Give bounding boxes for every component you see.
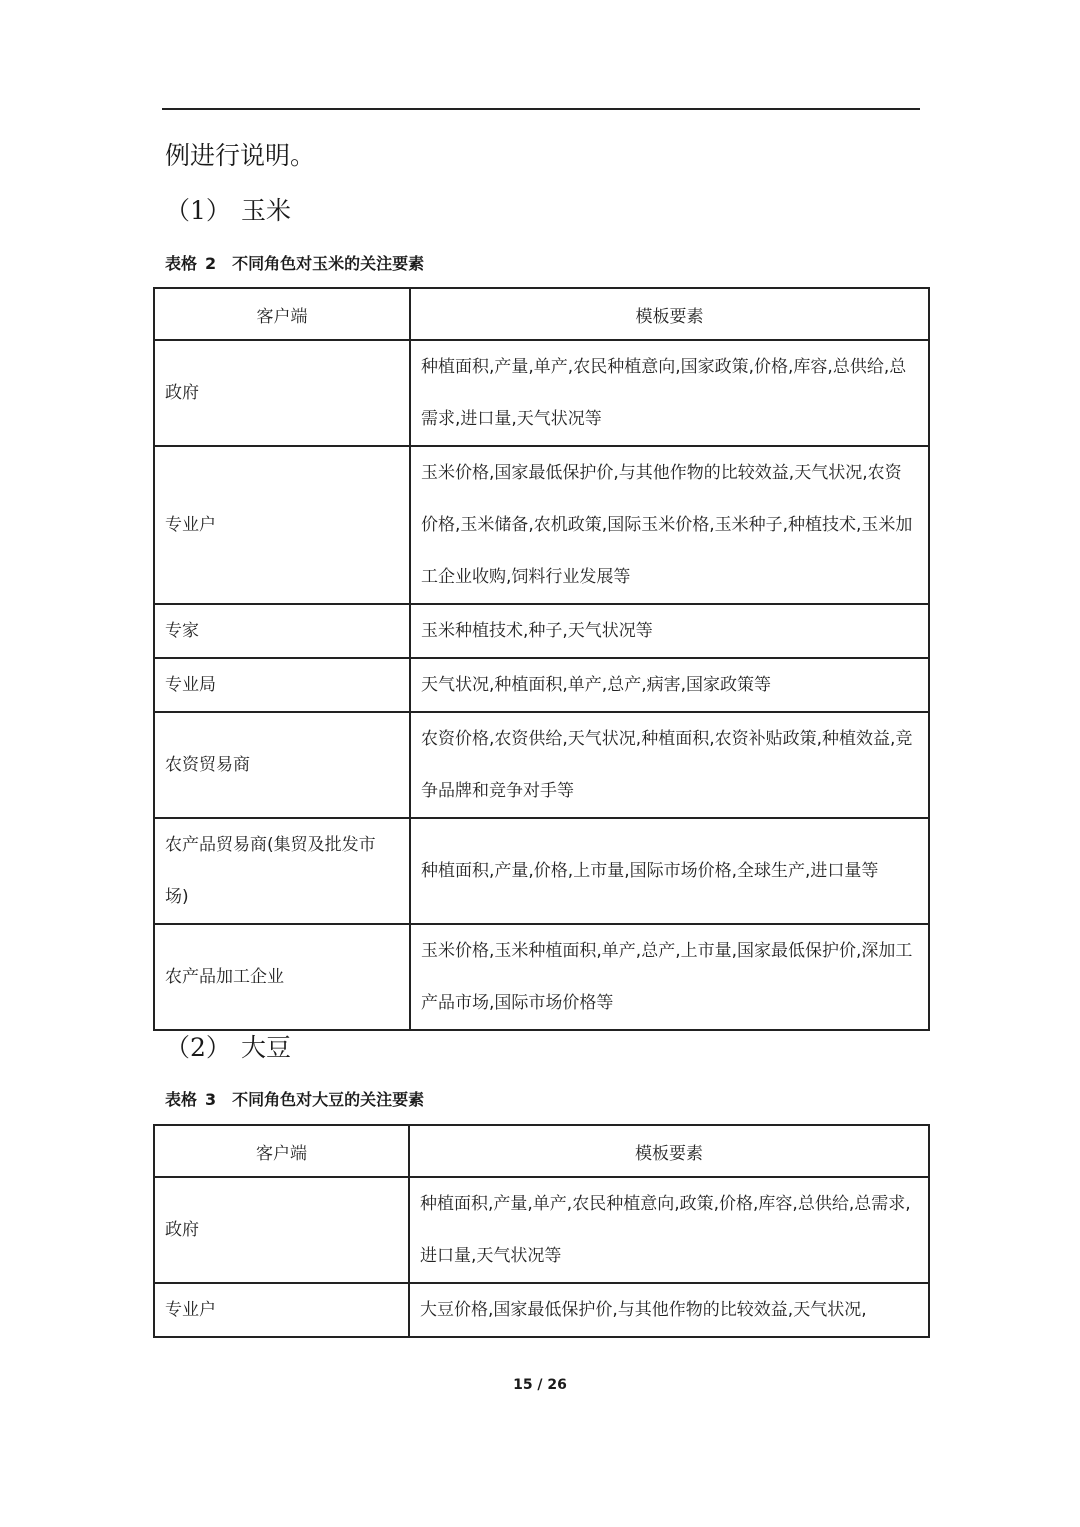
section-number: （1） xyxy=(165,196,231,225)
caption-title: 不同角色对玉米的关注要素 xyxy=(232,254,425,273)
elements-text: 玉米价格,玉米种植面积,单产,总产,上市量,国家最低保护价,深加工产品市场,国际市场价格等 xyxy=(421,941,913,1013)
elements-text: 玉米价格,国家最低保护价,与其他作物的比较效益,天气状况,农资价格,玉米储备,农机政策,国际玉米价格,玉米种子,种植技术,玉米加工企业收购,饲料行业发展等 xyxy=(421,463,913,587)
role-text: 专业户 xyxy=(165,515,216,535)
caption-number: 3 xyxy=(205,1090,217,1109)
table-header-row xyxy=(154,1125,929,1177)
section-title: 玉米 xyxy=(241,196,292,225)
elements-cell xyxy=(410,818,929,924)
elements-text: 农资价格,农资供给,天气状况,种植面积,农资补贴政策,种植效益,竞争品牌和竞争对手等 xyxy=(421,729,913,801)
caption-label: 表格 xyxy=(165,1090,198,1109)
header-cell-client: 客户端 xyxy=(154,1125,409,1177)
table-row xyxy=(154,1177,929,1283)
intro-paragraph: 例进行说明。 xyxy=(165,141,316,170)
table-row xyxy=(154,1283,929,1337)
elements-cell xyxy=(409,1283,929,1337)
elements-cell xyxy=(410,658,929,712)
corn-elements-table xyxy=(153,287,930,1031)
role-text: 专家 xyxy=(165,621,199,641)
header-rule xyxy=(162,108,920,110)
elements-cell xyxy=(409,1177,929,1283)
elements-text: 种植面积,产量,单产,农民种植意向,国家政策,价格,库容,总供给,总需求,进口量,天气状况等 xyxy=(421,357,907,429)
caption-label: 表格 xyxy=(165,254,198,273)
table-row xyxy=(154,924,929,1030)
elements-cell xyxy=(410,340,929,446)
elements-cell xyxy=(410,712,929,818)
caption-title: 不同角色对大豆的关注要素 xyxy=(232,1090,425,1109)
role-cell xyxy=(154,818,410,924)
role-text: 专业户 xyxy=(165,1300,216,1320)
page-number: 15 / 26 xyxy=(513,1377,567,1393)
elements-cell xyxy=(410,604,929,658)
role-text: 政府 xyxy=(165,1220,199,1240)
table-header-row xyxy=(154,288,929,340)
role-text: 专业局 xyxy=(165,675,216,695)
table-caption-soybean xyxy=(165,1088,424,1112)
caption-number: 2 xyxy=(205,254,217,273)
elements-text: 玉米种植技术,种子,天气状况等 xyxy=(421,621,653,641)
table-row xyxy=(154,340,929,446)
elements-cell xyxy=(410,446,929,604)
role-cell xyxy=(154,604,410,658)
table-row xyxy=(154,658,929,712)
header-cell-client: 客户端 xyxy=(154,288,410,340)
role-cell xyxy=(154,924,410,1030)
section-heading-soybean xyxy=(165,1030,291,1066)
header-cell-elements: 模板要素 xyxy=(410,288,929,340)
soybean-elements-table xyxy=(153,1124,930,1338)
section-title: 大豆 xyxy=(241,1033,292,1062)
role-text: 政府 xyxy=(165,383,199,403)
role-cell xyxy=(154,1283,409,1337)
role-cell xyxy=(154,340,410,446)
table-row xyxy=(154,818,929,924)
table-row xyxy=(154,604,929,658)
table-row xyxy=(154,712,929,818)
section-number: （2） xyxy=(165,1033,231,1062)
elements-text: 大豆价格,国家最低保护价,与其他作物的比较效益,天气状况, xyxy=(420,1300,867,1320)
table-row xyxy=(154,446,929,604)
role-cell xyxy=(154,446,410,604)
elements-text: 种植面积,产量,价格,上市量,国际市场价格,全球生产,进口量等 xyxy=(421,861,879,881)
role-cell xyxy=(154,1177,409,1283)
role-text: 农产品贸易商(集贸及批发市场) xyxy=(165,835,376,907)
section-heading-corn xyxy=(165,193,291,229)
role-cell xyxy=(154,658,410,712)
elements-cell xyxy=(410,924,929,1030)
elements-text: 天气状况,种植面积,单产,总产,病害,国家政策等 xyxy=(421,675,772,695)
role-text: 农产品加工企业 xyxy=(165,967,284,987)
role-cell xyxy=(154,712,410,818)
role-text: 农资贸易商 xyxy=(165,755,250,775)
table-caption-corn xyxy=(165,252,424,276)
header-cell-elements: 模板要素 xyxy=(409,1125,929,1177)
elements-text: 种植面积,产量,单产,农民种植意向,政策,价格,库容,总供给,总需求,进口量,天气状况等 xyxy=(420,1194,911,1266)
